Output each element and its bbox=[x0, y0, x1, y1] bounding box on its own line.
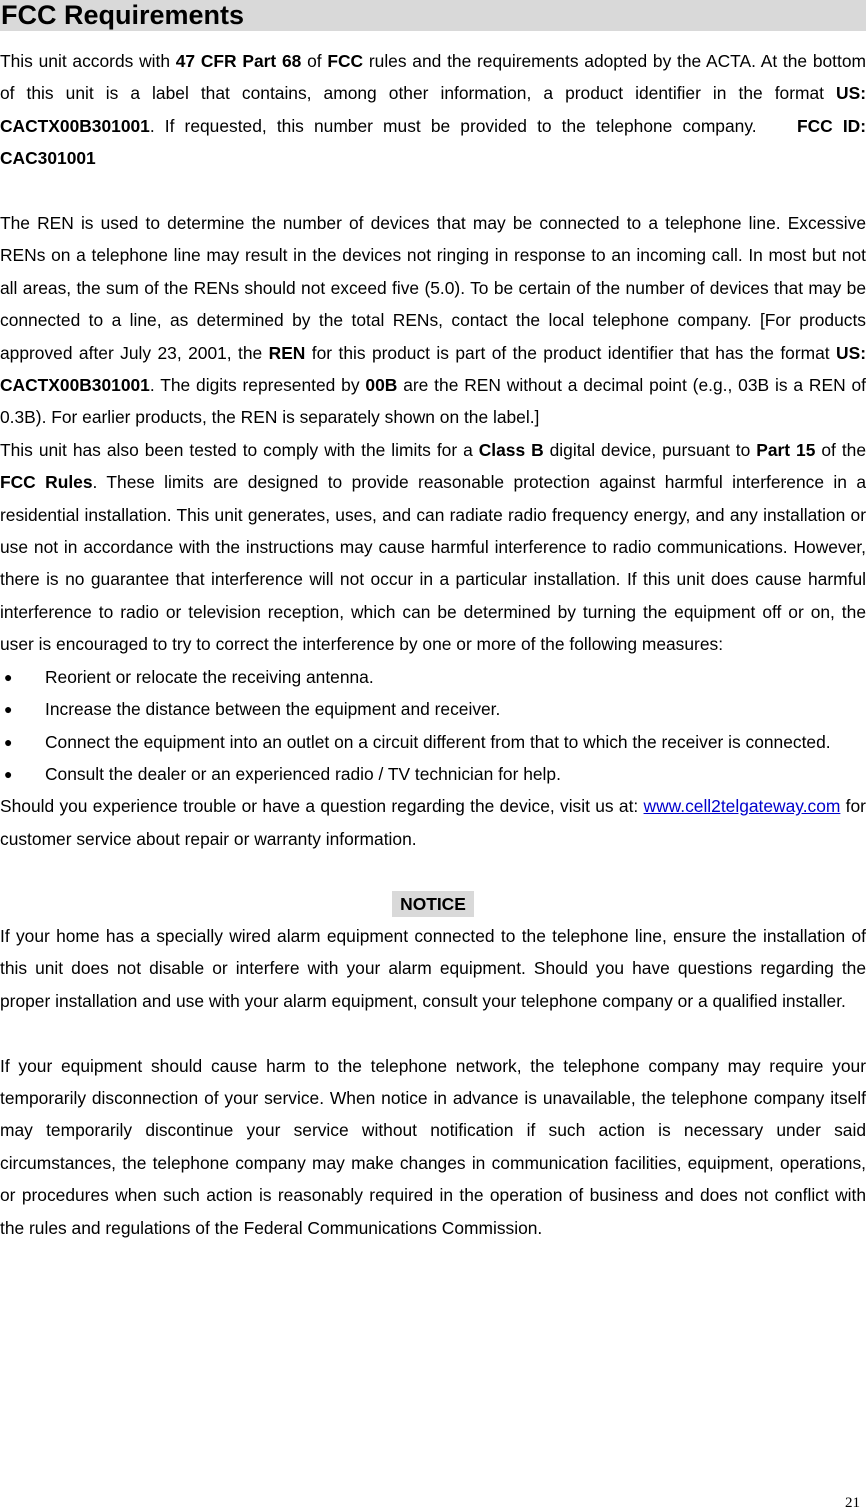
bullet-icon: ● bbox=[4, 733, 13, 750]
text-run: This unit accords with bbox=[0, 51, 176, 71]
text-run: for customer service about repair or warranty information. bbox=[0, 796, 866, 849]
paragraph-class-b bbox=[0, 434, 866, 661]
paragraph-ren bbox=[0, 207, 866, 434]
text-run: of bbox=[301, 51, 328, 71]
paragraph-support bbox=[0, 790, 866, 855]
list-item-text: Connect the equipment into an outlet on a circuit different from that to which the receiver is connected. bbox=[45, 731, 831, 752]
list-item bbox=[0, 758, 866, 790]
bullet-icon: ● bbox=[4, 668, 13, 685]
text-run: The REN is used to determine the number of devices that may be connected to a telephone line. Excessive RENs on a telephone line may result in the devices not ringing in response to an incoming call. In most but not all areas, the sum of the RENs should not exceed five (5.0). To be certain of the number of devices that may be connected to a line, as determined by the total RENs, contact the local telephone company. [For products approved after July 23, 2001, the bbox=[0, 213, 866, 363]
text-run: digital device, pursuant to bbox=[543, 439, 757, 460]
support-website-link[interactable]: www.cell2telgateway.com bbox=[643, 796, 841, 817]
bold-ren: REN bbox=[268, 342, 306, 363]
text-run: . If requested, this number must be provided to the telephone company. bbox=[149, 115, 767, 136]
bold-product-identifier: US: CACTX00B301001 bbox=[0, 83, 866, 136]
bold-cfr-part: 47 CFR Part 68 bbox=[175, 51, 302, 71]
text-run: Should you experience trouble or have a question regarding the device, visit us at: bbox=[0, 796, 644, 817]
bold-fcc: FCC bbox=[327, 51, 364, 71]
notice-heading-row bbox=[0, 888, 866, 920]
bold-ren-digits: 00B bbox=[365, 375, 398, 396]
bullet-icon: ● bbox=[4, 765, 13, 782]
page-title: FCC Requirements bbox=[0, 0, 866, 31]
spacer bbox=[0, 1017, 866, 1049]
text-run: rules and the requirements adopted by the ACTA. At the bottom of this unit is a label that contains, among other information, a product identifier in the format bbox=[0, 51, 866, 104]
notice-label: NOTICE bbox=[392, 891, 474, 917]
text-run: . These limits are designed to provide reasonable protection against harmful interference in a residential installation. This unit generates, uses, and can radiate radio frequency energy, and any installation or use not in accordance with the instructions may cause harmful interference to radio communications. However, there is no guarantee that interference will not occur in a particular installation. If this unit does cause harmful interference to radio or television reception, which can be determined by turning the equipment off or on, the user is encouraged to try to correct the interference by one or more of the following measures: bbox=[0, 472, 866, 655]
list-item-text: Reorient or relocate the receiving antenna. bbox=[45, 666, 374, 687]
paragraph-network-harm: If your equipment should cause harm to the telephone network, the telephone company may require your temporarily disconnection of your service. When notice in advance is unavailable, the telephone company itself may temporarily discontinue your service without notification if such action is necessary under said circumstances, the telephone company may make changes in communication facilities, equipment, operations, or procedures when such action is reasonably required in the operation of business and does not conflict with the rules and regulations of the Federal Communications Commission. bbox=[0, 1055, 866, 1238]
text-run: . The digits represented by bbox=[149, 375, 366, 396]
page-number: 21 bbox=[845, 1495, 860, 1511]
list-item bbox=[0, 693, 866, 725]
text-run: This unit has also been tested to comply with the limits for a bbox=[0, 439, 479, 460]
list-item bbox=[0, 726, 866, 758]
bold-product-identifier: US: CACTX00B301001 bbox=[0, 342, 866, 396]
bold-class-b: Class B bbox=[478, 439, 544, 460]
text-run: of the bbox=[815, 439, 866, 460]
paragraph-fcc-identifier bbox=[0, 45, 866, 175]
list-item-text: Consult the dealer or an experienced radio / TV technician for help. bbox=[45, 763, 561, 784]
spacer bbox=[0, 175, 866, 207]
list-item-text: Increase the distance between the equipment and receiver. bbox=[45, 699, 501, 720]
paragraph-alarm: If your home has a specially wired alarm equipment connected to the telephone line, ensure the installation of this unit does not disable or interfere with your alarm equipment. Should you have questions regarding the proper installation and use with your alarm equipment, consult your telephone company or a qualified installer. bbox=[0, 925, 866, 1011]
list-item bbox=[0, 661, 866, 693]
measures-list bbox=[0, 661, 866, 791]
bold-fcc-rules: FCC Rules bbox=[0, 472, 93, 493]
text-run: are the REN without a decimal point (e.g., 03B is a REN of 0.3B). For earlier products, the REN is separately shown on the label.] bbox=[0, 375, 866, 428]
bold-part-15: Part 15 bbox=[756, 439, 816, 460]
spacer bbox=[0, 855, 866, 887]
bold-fcc-id: FCC ID: CAC301001 bbox=[0, 115, 866, 169]
bullet-icon: ● bbox=[4, 701, 13, 718]
document-body bbox=[0, 45, 866, 1244]
text-run: for this product is part of the product identifier that has the format bbox=[305, 342, 837, 363]
